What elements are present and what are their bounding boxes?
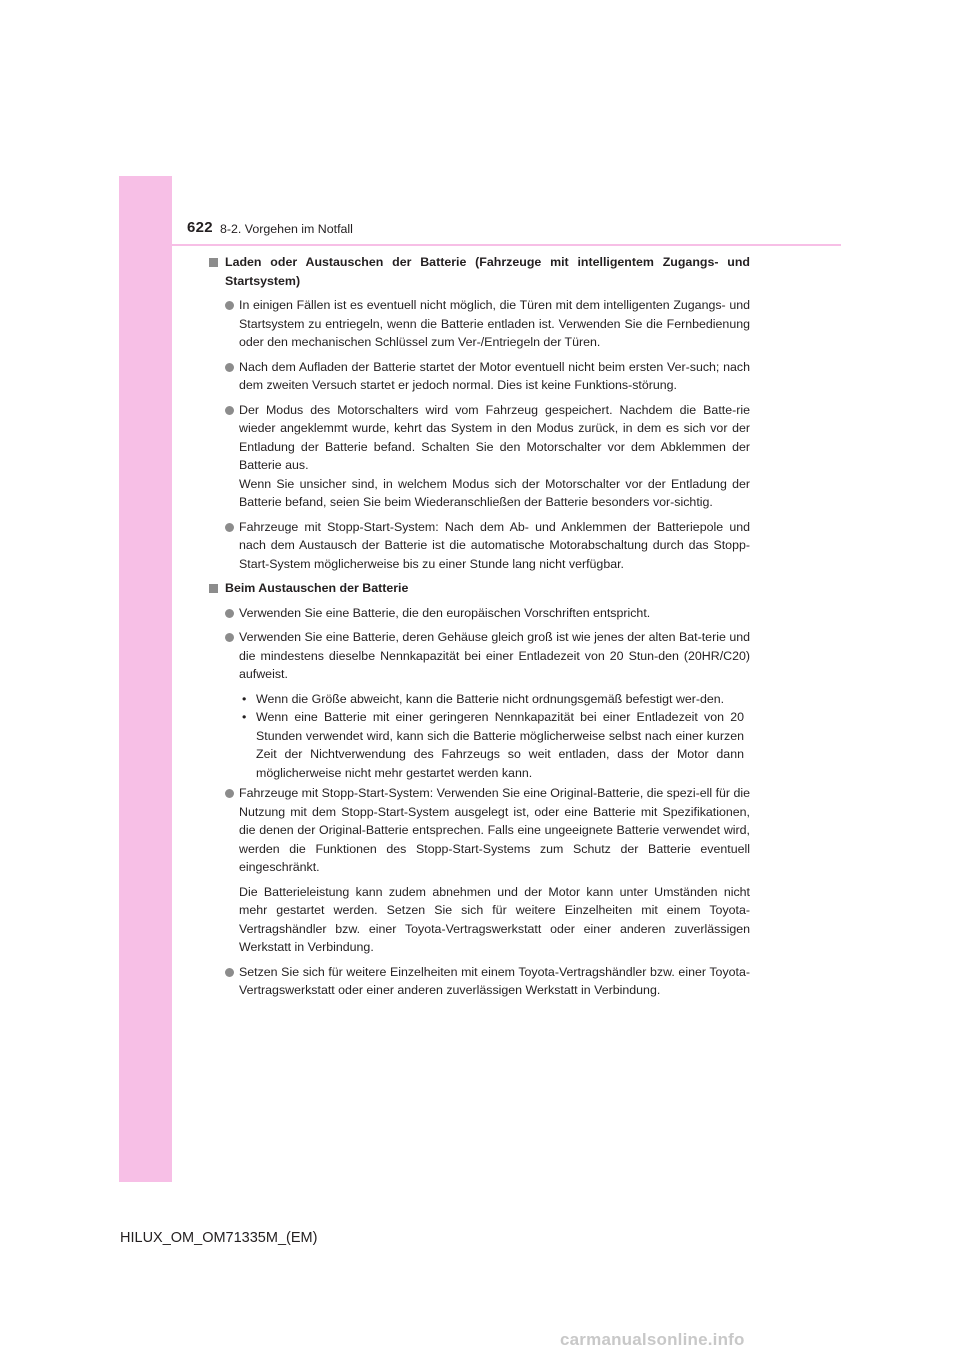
heading-text: Beim Austauschen der Batterie xyxy=(225,581,409,595)
sub-list-item xyxy=(208,690,744,709)
circle-bullet-icon xyxy=(225,609,234,618)
list-item-text: Setzen Sie sich für weitere Einzelheiten mit einem Toyota-Vertragshändler bzw. einer Toyota-Vertragswerkstatt oder einer anderen zuverlässigen Werkstatt in Verbindung. xyxy=(239,964,750,997)
list-item xyxy=(208,358,750,395)
document-code: HILUX_OM_OM71335M_(EM) xyxy=(120,1230,318,1246)
list-item-text: Fahrzeuge mit Stopp-Start-System: Nach dem Ab- und Anklemmen der Batteriepole und nach dem Austausch der Batterie ist die automatische Motorabschaltung durch das Stopp-Start-System möglicherweise bis zu einer Stunde lang nicht verfügbar. xyxy=(239,519,750,571)
list-item-text: Fahrzeuge mit Stopp-Start-System: Verwenden Sie eine Original-Batterie, die spezi-ell für die Nutzung mit dem Stopp-Start-System ausgelegt ist, oder eine Batterie mit Spezifikationen, die denen der Original-Batterie entsprechen. Falls eine ungeeignete Batterie verwendet wird, werden die Funktionen des Stopp-Start-Systems zum Schutz der Batterie eventuell eingeschränkt. xyxy=(239,786,751,874)
circle-bullet-icon xyxy=(225,789,234,798)
section-heading xyxy=(208,579,750,598)
circle-bullet-icon xyxy=(225,633,234,642)
page-number: 622 xyxy=(187,219,213,236)
heading-text: Laden oder Austauschen der Batterie (Fahrzeuge mit intelligentem Zugangs- und Startsystem) xyxy=(225,255,750,288)
square-bullet-icon xyxy=(209,584,218,593)
sub-list-item-text: Wenn die Größe abweicht, kann die Batterie nicht ordnungsgemäß befestigt wer-den. xyxy=(256,691,725,706)
sub-list-item-text: Wenn eine Batterie mit einer geringeren Nennkapazität bei einer Entladezeit von 20 Stunden verwendet wird, kann sich die Batterie möglicherweise selbst nach einer kurzen Zeit der Nichtverwendung des Fahrzeugs so weit entladen, dass der Motor dann möglicherweise nicht mehr gestartet werden kann. xyxy=(256,710,744,780)
list-item xyxy=(208,401,750,512)
list-item-text: Der Modus des Motorschalters wird vom Fahrzeug gespeichert. Nachdem die Batte-rie wieder angeklemmt wurde, kehrt das System in den Modus zurück, in dem es sich vor der Entladung der Batterie befand. Schalten Sie den Motorschalter vor dem Abklemmen der Batterie aus. xyxy=(239,402,750,472)
circle-bullet-icon xyxy=(225,301,234,310)
watermark: carmanualsonline.info xyxy=(560,1330,745,1349)
circle-bullet-icon xyxy=(225,406,234,415)
list-item xyxy=(208,963,750,1000)
list-item xyxy=(208,784,750,877)
dot-marker: • xyxy=(242,710,247,724)
circle-bullet-icon xyxy=(225,363,234,372)
sidebar-tab xyxy=(119,176,172,1182)
list-item-text: Nach dem Aufladen der Batterie startet der Motor eventuell nicht beim ersten Ver-such; nach dem zweiten Versuch startet er jedoch normal. Dies ist keine Funktions-störung. xyxy=(239,359,750,392)
circle-bullet-icon xyxy=(225,968,234,977)
sub-list-item xyxy=(208,708,744,782)
section-title: 8-2. Vorgehen im Notfall xyxy=(220,222,353,236)
list-item xyxy=(208,628,750,684)
list-item-text: In einigen Fällen ist es eventuell nicht möglich, die Türen mit dem intelligenten Zugangs- und Startsystem zu entriegeln, wenn die Batterie entladen ist. Verwenden Sie die Fernbedienung oder den mechanischen Schlüssel zum Ver-/Entriegeln der Türen. xyxy=(239,298,750,349)
list-item xyxy=(208,604,750,623)
square-bullet-icon xyxy=(209,258,218,267)
header-rule xyxy=(119,244,841,246)
page-content xyxy=(208,253,750,1006)
list-item-text: Wenn Sie unsicher sind, in welchem Modus sich der Motorschalter vor der Entladung der Batterie befand, seien Sie beim Wiederanschließen der Batterie besonders vor-sichtig. xyxy=(239,476,750,509)
list-item-text: Verwenden Sie eine Batterie, die den europäischen Vorschriften entspricht. xyxy=(239,605,651,620)
note-paragraph: Die Batterieleistung kann zudem abnehmen und der Motor kann unter Umständen nicht mehr gestartet werden. Setzen Sie sich für weitere Einzelheiten mit einem Toyota-Vertragshändler bzw. einer Toyota-Vertragswerkstatt oder einer anderen zuverlässigen Werkstatt in Verbindung. xyxy=(239,884,750,954)
list-item-text: Verwenden Sie eine Batterie, deren Gehäuse gleich groß ist wie jenes der alten Bat-terie und die mindestens dieselbe Nennkapazität bei einer Entladezeit von 20 Stun-den (20HR/C20) aufweist. xyxy=(239,630,750,681)
list-item xyxy=(208,518,750,574)
sub-list xyxy=(208,690,750,783)
circle-bullet-icon xyxy=(225,523,234,532)
section-heading xyxy=(208,253,750,290)
dot-marker: • xyxy=(242,691,247,706)
list-item xyxy=(208,296,750,352)
